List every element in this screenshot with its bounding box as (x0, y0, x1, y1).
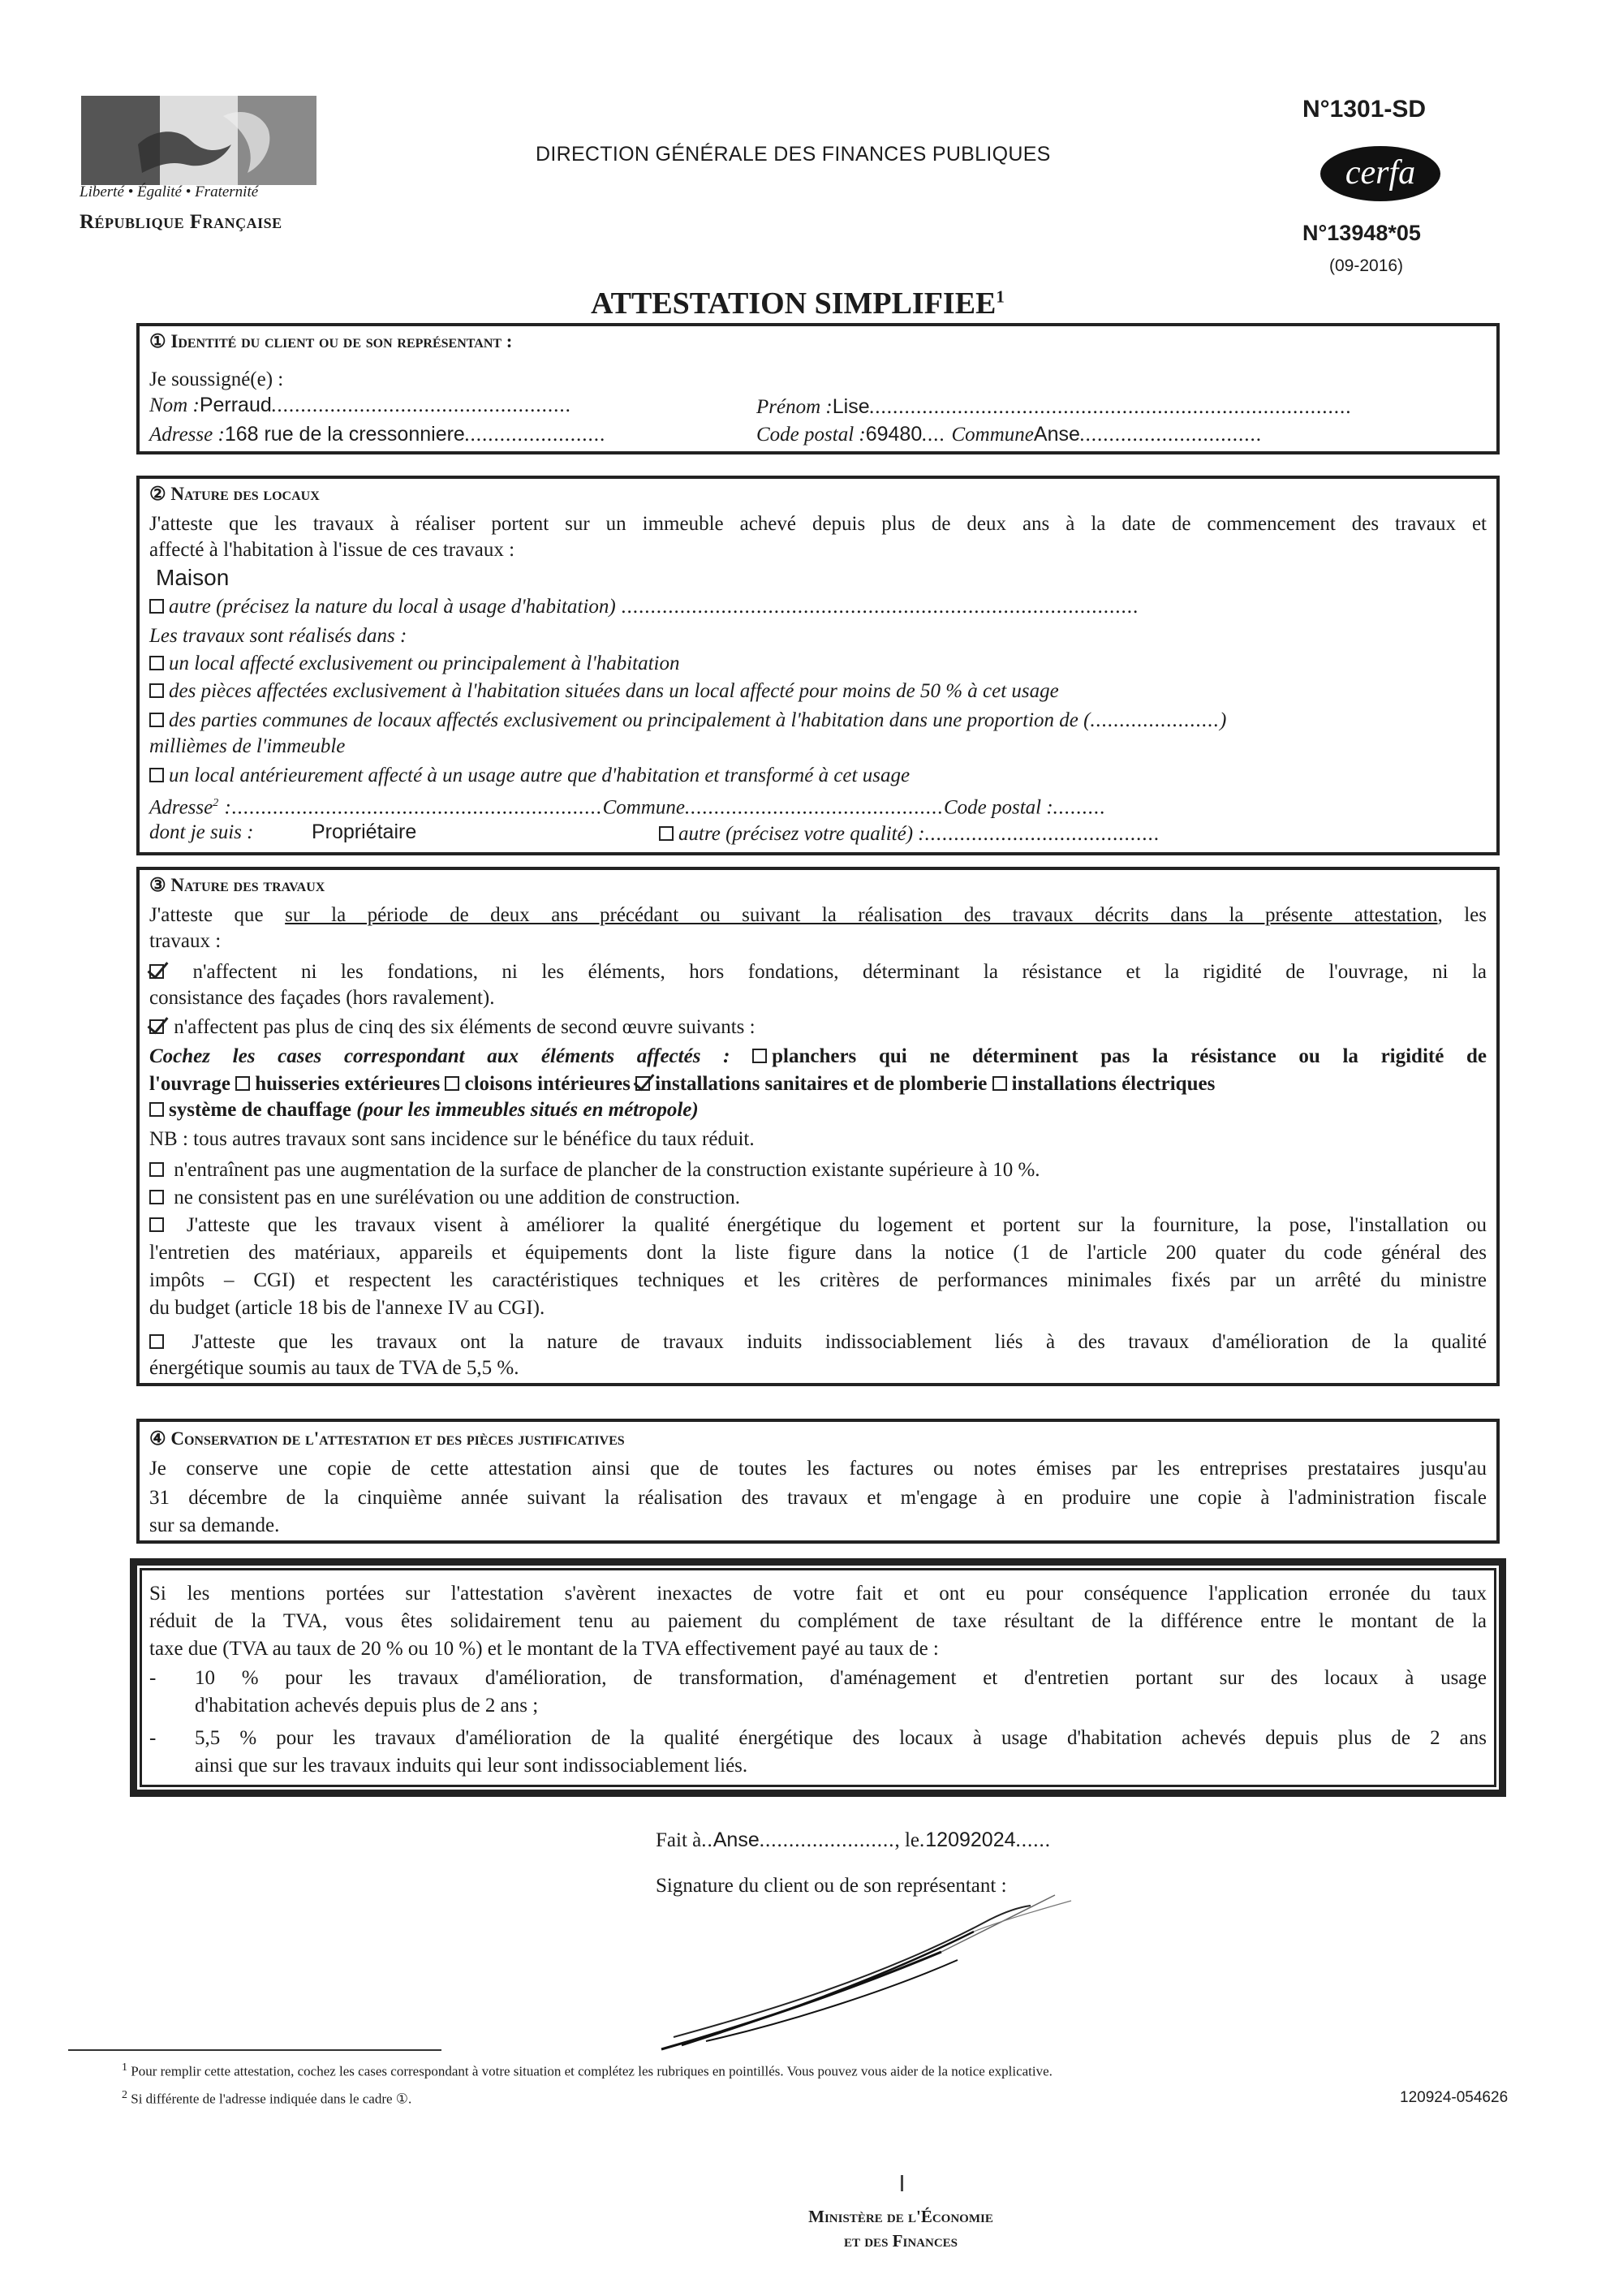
electriques-checkbox[interactable] (992, 1076, 1007, 1091)
cerfa-logo: cerfa (1320, 146, 1440, 201)
conservation-line1: Je conserve une copie de cette attestation ainsi que de toutes les factures ou notes émises par les entreprises prestataires jusqu'au (149, 1458, 1487, 1480)
item-second-oeuvre: n'affectent pas plus de cinq des six éléments de second œuvre suivants : (149, 1014, 756, 1040)
item-energetique-line2: l'entretien des matériaux, appareils et équipements dont la liste figure dans la notice (1 de l'article 200 quater du code général des (149, 1242, 1487, 1264)
item-induits: J'atteste que les travaux ont la nature de travaux induits indissociablement liés à des travaux d'amélioration de la qualité (149, 1329, 1487, 1355)
handwritten-signature (649, 1883, 1136, 2061)
travaux-intro-line2: travaux : (149, 930, 222, 952)
warning-bullet2-line2: ainsi que sur les travaux induits qui leur sont indissociablement liés. (195, 1755, 748, 1777)
document-reference: 120924-054626 (1400, 2089, 1509, 2106)
locaux-intro-line2: affecté à l'habitation à l'issue de ces travaux : (149, 539, 515, 561)
conservation-line3: sur sa demande. (149, 1514, 280, 1536)
cerfa-number: N°13948*05 (1302, 221, 1421, 245)
item-second-oeuvre-checkbox[interactable] (149, 1019, 164, 1034)
qualite-field[interactable]: Propriétaire (312, 821, 417, 843)
cloisons-checkbox[interactable] (445, 1076, 459, 1091)
marianne-flag-icon (81, 96, 316, 185)
commune-field[interactable]: Anse (1033, 423, 1080, 446)
warning-bullet1-dash: - (149, 1667, 157, 1689)
chauffage-checkbox[interactable] (149, 1102, 164, 1117)
warning-bullet2: 5,5 % pour les travaux d'amélioration de la qualité énergétique des locaux à usage d'habitation achevés depuis plus de 2 ans (195, 1727, 1487, 1749)
footnote-2: $^2$ Si différente de l'adresse indiquée dans le cadre ①. (122, 2089, 412, 2107)
section-identity-heading: ① Identité du client ou de son représentant : (149, 331, 513, 351)
elements-row2: l'ouvrage huisseries extérieures cloisons intérieures installations sanitaires et de plomberie installations électriques (149, 1073, 1216, 1095)
item-surface-checkbox[interactable] (149, 1162, 164, 1177)
option-parties-communes: des parties communes de locaux affectés exclusivement ou principalement à l'habitation dans une proportion de (......................) (149, 708, 1226, 733)
marianne-logo (81, 96, 316, 185)
footnote-rule (68, 2049, 441, 2051)
code-postal-field[interactable]: 69480 (865, 423, 923, 446)
travaux-intro: J'atteste que sur la période de deux ans précédant ou suivant la réalisation des travaux décrits dans la présente attestation, les (149, 904, 1487, 926)
warning-line2: réduit de la TVA, vous êtes solidairement tenu au paiement du complément de taxe résultant de la différence entre le montant de la (149, 1610, 1487, 1632)
prenom-field[interactable]: Lise (832, 395, 870, 418)
warning-bullet1-line2: d'habitation achevés depuis plus de 2 ans ; (195, 1695, 539, 1717)
direction-title: DIRECTION GÉNÉRALE DES FINANCES PUBLIQUES (536, 143, 1051, 166)
option-local-transforme: un local antérieurement affecté à un usage autre que d'habitation et transformé à cet usage (149, 763, 910, 788)
section-travaux-heading: ③ Nature des travaux (149, 875, 325, 895)
nom-field[interactable]: Perraud (199, 394, 272, 416)
autre-local-row: autre (précisez la nature du local à usage d'habitation) ........................................................................................ (149, 594, 1139, 619)
elements-row3: système de chauffage (pour les immeubles situés en métropole) (149, 1097, 699, 1122)
adresse-field[interactable]: 168 rue de la cressonniere (224, 423, 465, 446)
option-local-habitation: un local affecté exclusivement ou principalement à l'habitation (149, 651, 680, 676)
travaux-realises-label: Les travaux sont réalisés dans : (149, 625, 407, 647)
section-conservation-heading: ④ Conservation de l'attestation et des pièces justificatives (149, 1428, 625, 1449)
item-fondations: n'affectent ni les fondations, ni les éléments, hors fondations, déterminant la résistance et la rigidité de l'ouvrage, ni la (149, 959, 1487, 984)
footnote-1: $^1$ Pour remplir cette attestation, cochez les cases correspondant à votre situation et complétez les rubriques en pointillés. Vous pouvez vous aider de la notice explicative. (122, 2061, 1053, 2079)
nom-row: Nom :Perraud................................................... (149, 394, 572, 416)
sanitaires-checkbox[interactable] (635, 1076, 650, 1091)
warning-bullet1: 10 % pour les travaux d'amélioration, de transformation, d'aménagement et d'entretien portant sur des locaux à usage (195, 1667, 1487, 1689)
signature-label: Signature du client ou de son représentant : (656, 1875, 1007, 1897)
locaux-intro-line1: J'atteste que les travaux à réaliser portent sur un immeuble achevé depuis plus de deux ans à la date de commencement des travaux et (149, 513, 1487, 535)
option-pieces: des pièces affectées exclusivement à l'habitation situées dans un local affecté pour moins de 50 % à cet usage (149, 678, 1059, 704)
huisseries-checkbox[interactable] (235, 1076, 250, 1091)
soussigne-label: Je soussigné(e) : (149, 368, 284, 390)
item-induits-line2: énergétique soumis au taux de TVA de 5,5 %. (149, 1357, 519, 1379)
adresse2-row: Adresse$^2$ :...............................................................Commune............................................Code postal :......... (149, 796, 1106, 819)
form-version: (09-2016) (1329, 256, 1404, 275)
item-surelevation-checkbox[interactable] (149, 1190, 164, 1204)
option-parties-communes-line2: millièmes de l'immeuble (149, 735, 346, 757)
warning-line3: taxe due (TVA au taux de 20 % ou 10 %) et le montant de la TVA effectivement payé au taux de : (149, 1638, 939, 1660)
section-locaux-heading: ② Nature des locaux (149, 484, 320, 504)
item-surelevation: ne consistent pas en une surélévation ou une addition de construction. (149, 1185, 740, 1210)
republic-motto: Liberté • Égalité • Fraternité (80, 183, 259, 200)
option-local-transforme-checkbox[interactable] (149, 768, 164, 782)
autre-qualite-row: autre (précisez votre qualité) :........................................ (659, 821, 1160, 846)
republic-name: République Française (80, 211, 282, 233)
item-fondations-line2: consistance des façades (hors ravalement). (149, 987, 495, 1009)
local-type-field[interactable]: Maison (156, 565, 230, 590)
autre-qualite-checkbox[interactable] (659, 826, 674, 841)
elements-row1: Cochez les cases correspondant aux éléments affectés : planchers qui ne déterminent pas la résistance ou la rigidité de (149, 1045, 1487, 1067)
date-field[interactable]: 12092024 (925, 1829, 1016, 1851)
option-parties-communes-checkbox[interactable] (149, 713, 164, 727)
form-number: N°1301-SD (1302, 96, 1427, 123)
item-induits-checkbox[interactable] (149, 1334, 164, 1349)
dont-je-suis-row: dont je suis : (149, 821, 254, 843)
fait-a-row: Fait à..Anse......................., le.12092024...... (656, 1829, 1052, 1851)
ministry-name: Ministère de l'Économie et des Finances (808, 2207, 993, 2251)
item-energetique-line3: impôts – CGI) et respectent les caractéristiques techniques et les critères de performances minimales fixés par un arrêté du ministre (149, 1269, 1487, 1291)
conservation-line2: 31 décembre de la cinquième année suivant la réalisation des travaux et m'engage à en produire une copie à l'administration fiscale (149, 1487, 1487, 1509)
document-title: ATTESTATION SIMPLIFIEE$^1$ (591, 286, 1005, 321)
option-local-habitation-checkbox[interactable] (149, 656, 164, 670)
item-surface: n'entraînent pas une augmentation de la surface de plancher de la construction existante supérieure à 10 %. (149, 1157, 1040, 1182)
prenom-row: Prénom :Lise.................................................................................. (756, 395, 1353, 418)
item-energetique-line4: du budget (article 18 bis de l'annexe IV au CGI). (149, 1297, 545, 1319)
item-fondations-checkbox[interactable] (149, 964, 164, 979)
item-energetique-checkbox[interactable] (149, 1217, 164, 1232)
ministry-emblem-icon (901, 2175, 903, 2191)
warning-line1: Si les mentions portées sur l'attestation s'avèrent inexactes de votre fait et ont eu pour conséquence l'application erronée du taux (149, 1583, 1487, 1605)
nb-note: NB : tous autres travaux sont sans incidence sur le bénéfice du taux réduit. (149, 1128, 755, 1150)
option-pieces-checkbox[interactable] (149, 683, 164, 698)
item-energetique: J'atteste que les travaux visent à améliorer la qualité énergétique du logement et portent sur la fourniture, la pose, l'installation ou (149, 1213, 1487, 1238)
planchers-checkbox[interactable] (752, 1049, 767, 1063)
adresse-row: Adresse :168 rue de la cressonniere........................ (149, 423, 606, 446)
warning-bullet2-dash: - (149, 1727, 157, 1749)
fait-a-field[interactable]: Anse (712, 1829, 760, 1851)
code-postal-row: Code postal :69480.... CommuneAnse............................... (756, 423, 1263, 446)
autre-local-checkbox[interactable] (149, 599, 164, 614)
